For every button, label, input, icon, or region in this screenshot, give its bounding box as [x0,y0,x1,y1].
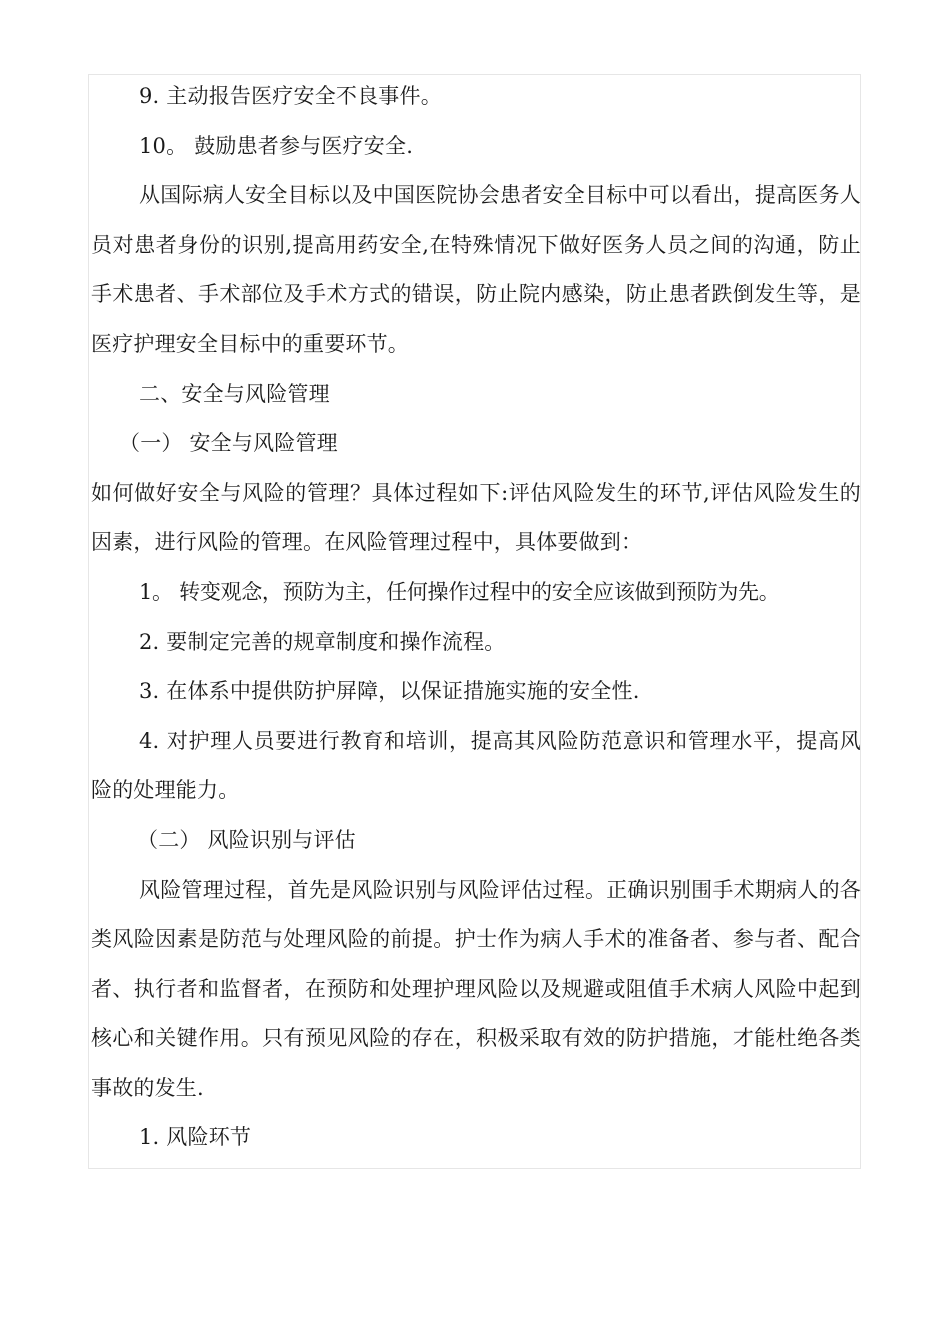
subsection-heading-2: （二） 风险识别与评估 [137,827,356,852]
subsection-heading-1: （一） 安全与风险管理 [119,431,338,456]
paragraph-risk-management: 如何做好安全与风险的管理？具体过程如下:评估风险发生的环节,评估风险发生的因素，进行风险的管理。在风险管理过程中，具体要做到： [91,480,861,555]
list-item-10: 10。 鼓励患者参与医疗安全. [139,133,414,158]
section-heading-2: 二、安全与风险管理 [139,381,330,406]
list-item-4: 4. 对护理人员要进行教育和培训，提高其风险防范意识和管理水平，提高风险的处理能力。 [91,728,861,803]
paragraph-safety-goals: 从国际病人安全目标以及中国医院协会患者安全目标中可以看出，提高医务人员对患者身份的识别,提高用药安全,在特殊情况下做好医务人员之间的沟通，防止手术患者、手术部位及手术方式的错误，防止院内感染，防止患者跌倒发生等，是医疗护理安全目标中的重要环节。 [91,183,861,356]
list-item-3: 3. 在体系中提供防护屏障，以保证措施实施的安全性. [139,679,640,704]
list-item-risk-links: 1. 风险环节 [139,1125,252,1150]
list-item-1: 1。 转变观念，预防为主，任何操作过程中的安全应该做到预防为先。 [139,579,780,604]
document-body [91,72,861,1163]
paragraph-risk-identification: 风险管理过程，首先是风险识别与风险评估过程。正确识别围手术期病人的各类风险因素是防范与处理风险的前提。护士作为病人手术的准备者、参与者、配合者、执行者和监督者，在预防和处理护理风险以及规避或阻值手术病人风险中起到核心和关键作用。只有预见风险的存在，积极采取有效的防护措施，才能杜绝各类事故的发生. [91,877,861,1100]
list-item-2: 2. 要制定完善的规章制度和操作流程。 [139,629,506,654]
list-item-9: 9. 主动报告医疗安全不良事件。 [139,84,442,108]
